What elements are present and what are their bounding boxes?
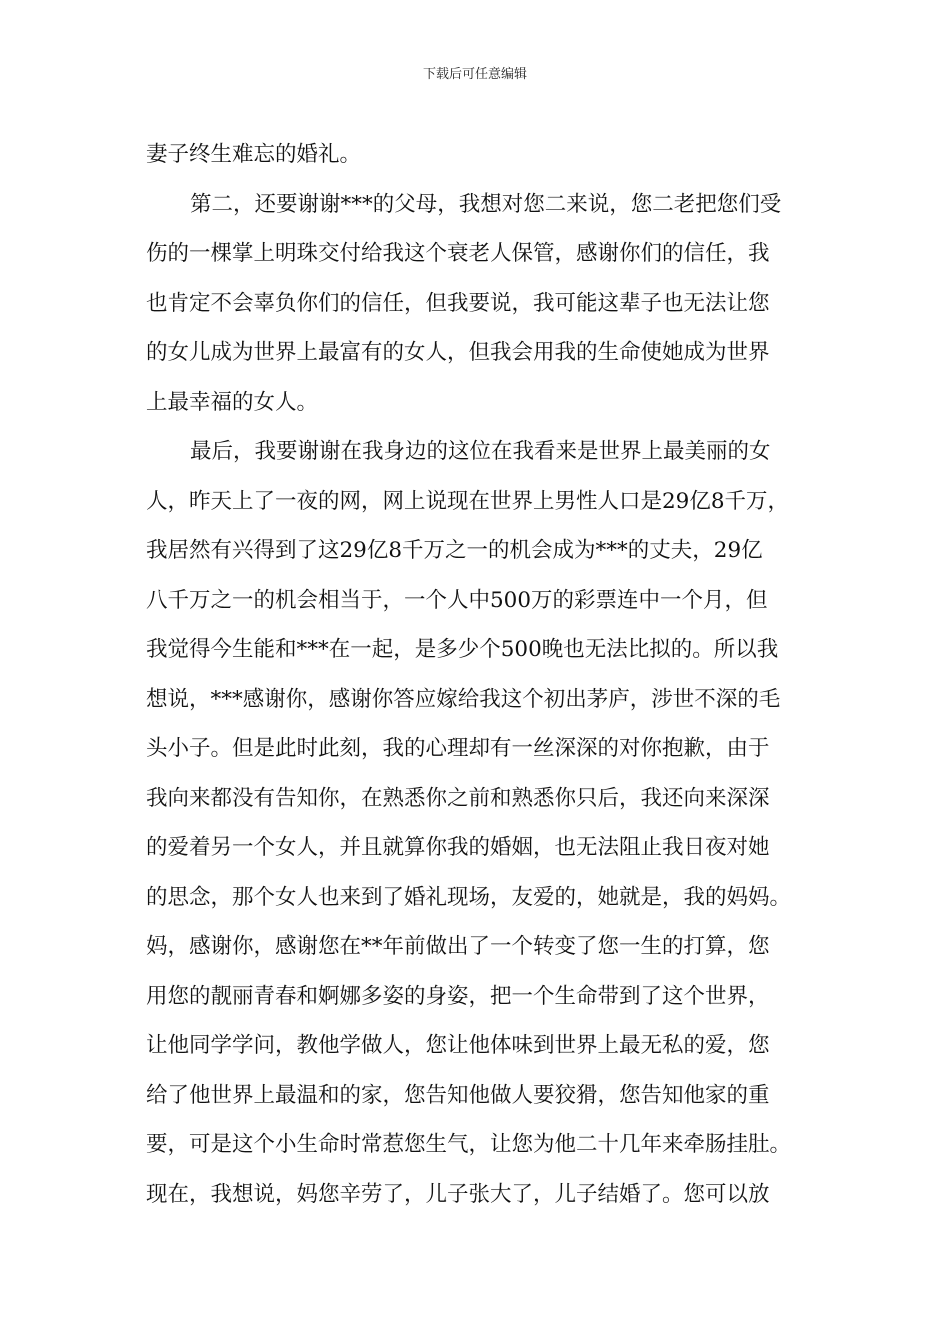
text-line: 要，可是这个小生命时常惹您生气，让您为他二十几年来牵肠挂肚。 <box>146 1132 792 1157</box>
text-line: 的爱着另一个女人，并且就算你我的婚姻，也无法阻止我日夜对她 <box>146 835 770 860</box>
text-line: 的女儿成为世界上最富有的女人，但我会用我的生命使她成为世界 <box>146 340 770 365</box>
text-line: 用您的靓丽青春和婀娜多姿的身姿，把一个生命带到了这个世界， <box>146 983 770 1009</box>
text-line: 想说，***感谢你，感谢你答应嫁给我这个初出茅庐，涉世不深的毛 <box>146 686 781 712</box>
text-line: 的思念，那个女人也来到了婚礼现场，友爱的，她就是，我的妈妈。 <box>146 884 792 910</box>
text-line: 我向来都没有告知你，在熟悉你之前和熟悉你只后，我还向来深深 <box>146 785 770 811</box>
text-line: 也肯定不会辜负你们的信任，但我要说，我可能这辈子也无法让您 <box>146 290 770 316</box>
text-line: 我觉得今生能和***在一起，是多少个500晚也无法比拟的。所以我 <box>146 637 779 662</box>
text-line: 让他同学学问，教他学做人，您让他体味到世界上最无私的爱，您 <box>146 1033 770 1058</box>
text-line: 八千万之一的机会相当于，一个人中500万的彩票连中一个月，但 <box>146 587 768 613</box>
paragraph-start-line: 第二，还要谢谢***的父母，我想对您二来说，您二老把您们受 <box>190 191 782 217</box>
text-line: 人，昨天上了一夜的网，网上说现在世界上男性人口是29亿8千万， <box>146 488 790 514</box>
text-line: 给了他世界上最温和的家，您告知他做人要狡猾，您告知他家的重 <box>146 1082 770 1108</box>
text-line: 伤的一棵掌上明珠交付给我这个衰老人保管，感谢你们的信任，我 <box>146 241 770 266</box>
text-line: 我居然有兴得到了这29亿8千万之一的机会成为***的丈夫，29亿 <box>146 538 763 563</box>
text-line: 上最幸福的女人。 <box>146 389 319 415</box>
text-line: 现在，我想说，妈您辛劳了，儿子张大了，儿子结婚了。您可以放 <box>146 1181 770 1207</box>
text-line: 头小子。但是此时此刻，我的心理却有一丝深深的对你抱歉，由于 <box>146 736 770 761</box>
body-text <box>146 130 808 1219</box>
paragraph-start-line: 最后，我要谢谢在我身边的这位在我看来是世界上最美丽的女 <box>190 439 771 464</box>
page-header-note: 下载后可任意编辑 <box>422 67 527 82</box>
text-line: 妈，感谢你，感谢您在**年前做出了一个转变了您一生的打算，您 <box>146 934 770 959</box>
text-line: 妻子终生难忘的婚礼。 <box>146 142 362 167</box>
